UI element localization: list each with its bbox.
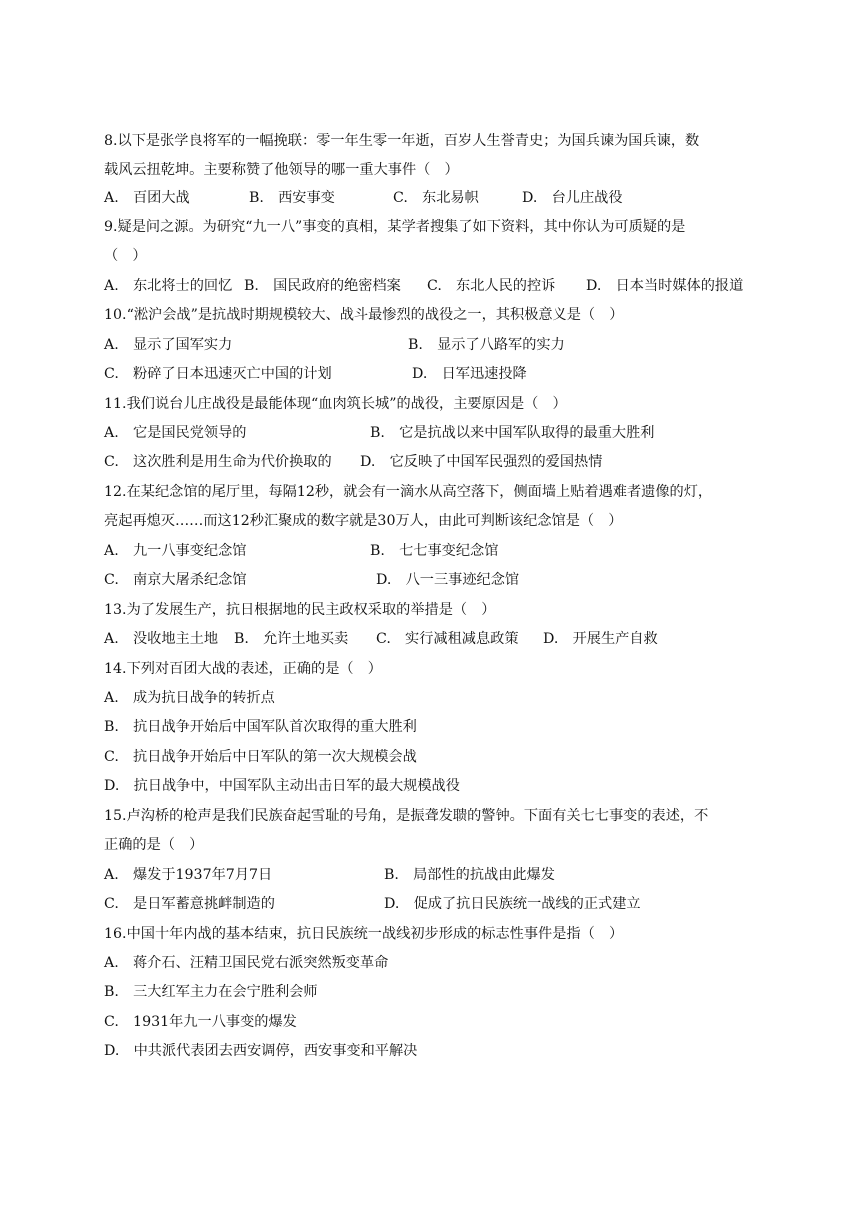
question-16-option-d: D. 中共派代表团去西安调停，西安事变和平解决 <box>104 1043 418 1059</box>
question-14-option-c: C. 抗日战争开始后中日军队的第一次大规模会战 <box>104 749 417 765</box>
question-15-stem-line-2: 正确的是（ ） <box>104 837 204 853</box>
question-9-stem-line-2: （ ） <box>104 248 147 264</box>
option-b: B. 国民政府的绝密档案 <box>244 278 401 294</box>
question-15-stem-line-1: 15.卢沟桥的枪声是我们民族奋起雪耻的号角，是振聋发聩的警钟。下面有关七七事变的表述，不 <box>104 808 709 824</box>
question-8-stem-line-1: 8.以下是张学良将军的一幅挽联：零一年生零一年逝，百岁人生誉青史；为国兵谏为国兵谏，数 <box>104 133 700 149</box>
option-c: C. 这次胜利是用生命为代价换取的 <box>104 454 332 470</box>
question-13-stem: 13.为了发展生产，抗日根据地的民主政权采取的举措是（ ） <box>104 602 496 618</box>
option-c: C. 南京大屠杀纪念馆 <box>104 572 247 588</box>
question-16-stem: 16.中国十年内战的基本结束，抗日民族统一战线初步形成的标志性事件是指（ ） <box>104 926 624 942</box>
option-a: A. 东北将士的回忆 <box>104 278 233 294</box>
question-8-options <box>104 188 623 208</box>
option-c: C. 东北人民的控诉 <box>427 278 556 294</box>
option-b: B. 西安事变 <box>249 190 335 206</box>
option-a: A. 它是国民党领导的 <box>104 425 247 441</box>
question-11-options-row-2 <box>104 452 603 472</box>
question-10-options-row-2 <box>104 364 527 384</box>
question-12-stem-line-1: 12.在某纪念馆的尾厅里，每隔12秒，就会有一滴水从高空落下，侧面墙上贴着遇难者遗像的灯， <box>104 484 713 500</box>
question-14-option-a: A. 成为抗日战争的转折点 <box>104 690 275 706</box>
question-12-stem-line-2: 亮起再熄灭……而这12秒汇聚成的数字就是30万人，由此可判断该纪念馆是（ ） <box>104 513 623 529</box>
option-d: D. 促成了抗日民族统一战线的正式建立 <box>384 896 641 912</box>
question-16-option-b: B. 三大红军主力在会宁胜利会师 <box>104 984 318 1000</box>
option-a: A. 九一八事变纪念馆 <box>104 543 247 559</box>
option-a: A. 没收地主土地 <box>104 631 219 647</box>
option-c: C. 东北易帜 <box>393 190 479 206</box>
option-d: D. 日本当时媒体的报道 <box>586 278 744 294</box>
option-c: C. 实行减租减息政策 <box>376 631 519 647</box>
question-12-options-row-2 <box>104 570 520 590</box>
option-b: B. 局部性的抗战由此爆发 <box>384 867 555 883</box>
question-11-stem: 11.我们说台儿庄战役是最能体现“血肉筑长城”的战役，主要原因是（ ） <box>104 396 567 412</box>
option-d: D. 它反映了中国军民强烈的爱国热情 <box>360 454 603 470</box>
question-13-options <box>104 629 658 649</box>
option-d: D. 台儿庄战役 <box>522 190 623 206</box>
question-15-options-row-1 <box>104 865 555 885</box>
question-14-option-b: B. 抗日战争开始后中国军队首次取得的重大胜利 <box>104 719 417 735</box>
question-11-options-row-1 <box>104 423 655 443</box>
option-b: B. 它是抗战以来中国军队取得的最重大胜利 <box>370 425 655 441</box>
option-a: A. 显示了国军实力 <box>104 337 233 353</box>
option-b: B. 显示了八路军的实力 <box>408 337 565 353</box>
question-16-option-a: A. 蒋介石、汪精卫国民党右派突然叛变革命 <box>104 955 389 971</box>
question-16-option-c: C. 1931年九一八事变的爆发 <box>104 1014 297 1030</box>
option-c: C. 是日军蓄意挑衅制造的 <box>104 896 275 912</box>
option-d: D. 八一三事迹纪念馆 <box>376 572 520 588</box>
question-15-options-row-2 <box>104 894 641 914</box>
option-a: A. 爆发于1937年7月7日 <box>104 867 273 883</box>
option-d: D. 开展生产自救 <box>543 631 658 647</box>
question-12-options-row-1 <box>104 541 499 561</box>
question-10-options-row-1 <box>104 335 565 355</box>
option-d: D. 日军迅速投降 <box>412 366 527 382</box>
option-a: A. 百团大战 <box>104 190 190 206</box>
option-c: C. 粉碎了日本迅速灭亡中国的计划 <box>104 366 332 382</box>
question-10-stem: 10.“淞沪会战”是抗战时期规模较大、战斗最惨烈的战役之一，其积极意义是（ ） <box>104 307 624 323</box>
option-b: B. 允许土地买卖 <box>234 631 349 647</box>
question-9-stem-line-1: 9.疑是问之源。为研究“九一八”事变的真相，某学者搜集了如下资料，其中你认为可质疑的是 <box>104 219 686 235</box>
option-b: B. 七七事变纪念馆 <box>370 543 499 559</box>
question-14-stem: 14.下列对百团大战的表述，正确的是（ ） <box>104 661 382 677</box>
question-8-stem-line-2: 载风云扭乾坤。主要称赞了他领导的哪一重大事件（ ） <box>104 162 459 178</box>
question-14-option-d: D. 抗日战争中，中国军队主动出击日军的最大规模战役 <box>104 778 460 794</box>
question-9-options <box>104 276 744 296</box>
